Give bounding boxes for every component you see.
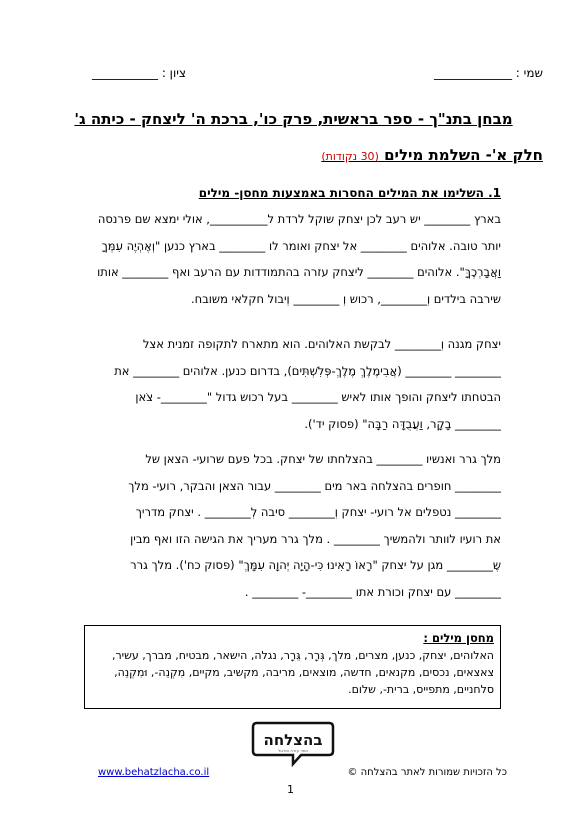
word-bank-list (91, 647, 494, 698)
word-bank-box (84, 625, 501, 709)
word-bank-title: מחסן מילים : (423, 631, 494, 645)
word-bank-line: האלוהים, יצחק, כנען, מצרים, מלך, גְּרָר, גֵּרָר, נגלה, הישאר, מבטיח, מברך, עשיר, (111, 649, 494, 662)
paragraph-line[interactable]: יותר טובה. אלוהים ________ אל יצחק ואומר לו ________ בארץ כנען "וְאֶהְיֶה עִמְּךָ (101, 238, 501, 253)
paragraph-line[interactable]: שֶ________ מגן על יצחק "רָאוֹ רָאִינוּ כִּי-הָיָה יְהוָה עִמָּךְ" (פסוק כח'). מלך גרר (130, 558, 501, 572)
logo-tagline: אתר עזרה ותרגול (278, 748, 308, 753)
question-1-heading: 1. השלימו את המילים החסרות באמצעות מחסן- מילים (198, 186, 501, 200)
paragraph-line[interactable]: וַאֲבָרְכֶךָּ". אלוהים ________ ליצחק עזרה בהתמודדות עם הרעב ואף ________ אותו (97, 265, 501, 279)
part-heading (321, 146, 543, 164)
logo-text: בהצלחה (263, 731, 323, 749)
paragraph-3 (84, 446, 501, 605)
paragraph-line[interactable]: ________ בָקָר, וַעֲבֻדָּה רַבָּה" (פסוק יד'). (304, 416, 501, 431)
paragraph-line[interactable]: הבטחתו ליצחק והופך אותו לאיש ________ בעל רכוש גדול "________- צֹאן (135, 390, 501, 404)
paragraph-line[interactable]: ________ נטפלים אל רועי- יצחק וְ________ סיבה לְ________ . יצחק מדריך (135, 505, 501, 519)
paragraph-line[interactable]: יצחק מגנה וְ________ לבקשת האלוהים. הוא מתארח לתקופה זמנית אצל (142, 337, 501, 351)
paragraph-line[interactable]: את רועיו לוותר ולהמשיך ________ . מלך גרר מעריך את הגישה הזו ואף מבין (130, 531, 501, 546)
paragraph-line[interactable]: ________ חופרים בהצלחה באר מים ________ עבור הצאן והבקר, רועי- מלך (128, 478, 501, 493)
paragraph-2 (84, 331, 501, 437)
part-points: (30 נקודות) (321, 150, 379, 163)
part-label: חלק א'- השלמת מילים (384, 146, 543, 164)
paragraph-line[interactable]: בארץ ________ יש רעב לכן יצחק שוקל לרדת ל__________, אולי ימצא שם פרנסה (97, 212, 501, 226)
paragraph-line[interactable]: ________ עם יצחק וכורת אתו ________- ________ . (244, 584, 501, 599)
website-link[interactable]: www.behatzlacha.co.il (98, 767, 210, 778)
paragraph-line[interactable]: שירבה בילדים וְ________, רכוש וְ ________ וְיבול חקלאי משובח. (190, 291, 501, 306)
word-bank-line: סלחניים, מתפייס, ברית-, שלום. (348, 683, 494, 696)
grade-field[interactable]: ציון : ___________ (92, 66, 187, 80)
page-number: 1 (287, 783, 294, 796)
name-field[interactable]: שמי : _____________ (433, 66, 543, 80)
paragraph-1 (84, 206, 501, 312)
speech-bubble-icon (243, 720, 343, 768)
copyright-notice: כל הזכויות שמורות לאתר בהצלחה © (347, 767, 507, 778)
behatzlacha-logo (243, 720, 343, 768)
word-bank-line: צאצאים, נכסים, מקנאים, חדשה, מוצאים, מריבה, מקשיב, מקיים, מִקְנֵה-, וּמִקְנֵה, (114, 666, 494, 679)
page-title: מבחן בתנ"ך - ספר בראשית, פרק כו', ברכת ה' ליצחק - כיתה ג' (74, 110, 513, 128)
paragraph-line[interactable]: מלך גרר ואנשיו ________ בהצלחתו של יצחק. בכל פעם שרועי- הצאן של (145, 452, 501, 466)
paragraph-line[interactable]: ________ ________ (אֲבִימֶלֶךְ מֶלֶךְ-פְּלִשְׁתִּים), בדרום כנען. אלוהים ________ את (114, 363, 501, 378)
